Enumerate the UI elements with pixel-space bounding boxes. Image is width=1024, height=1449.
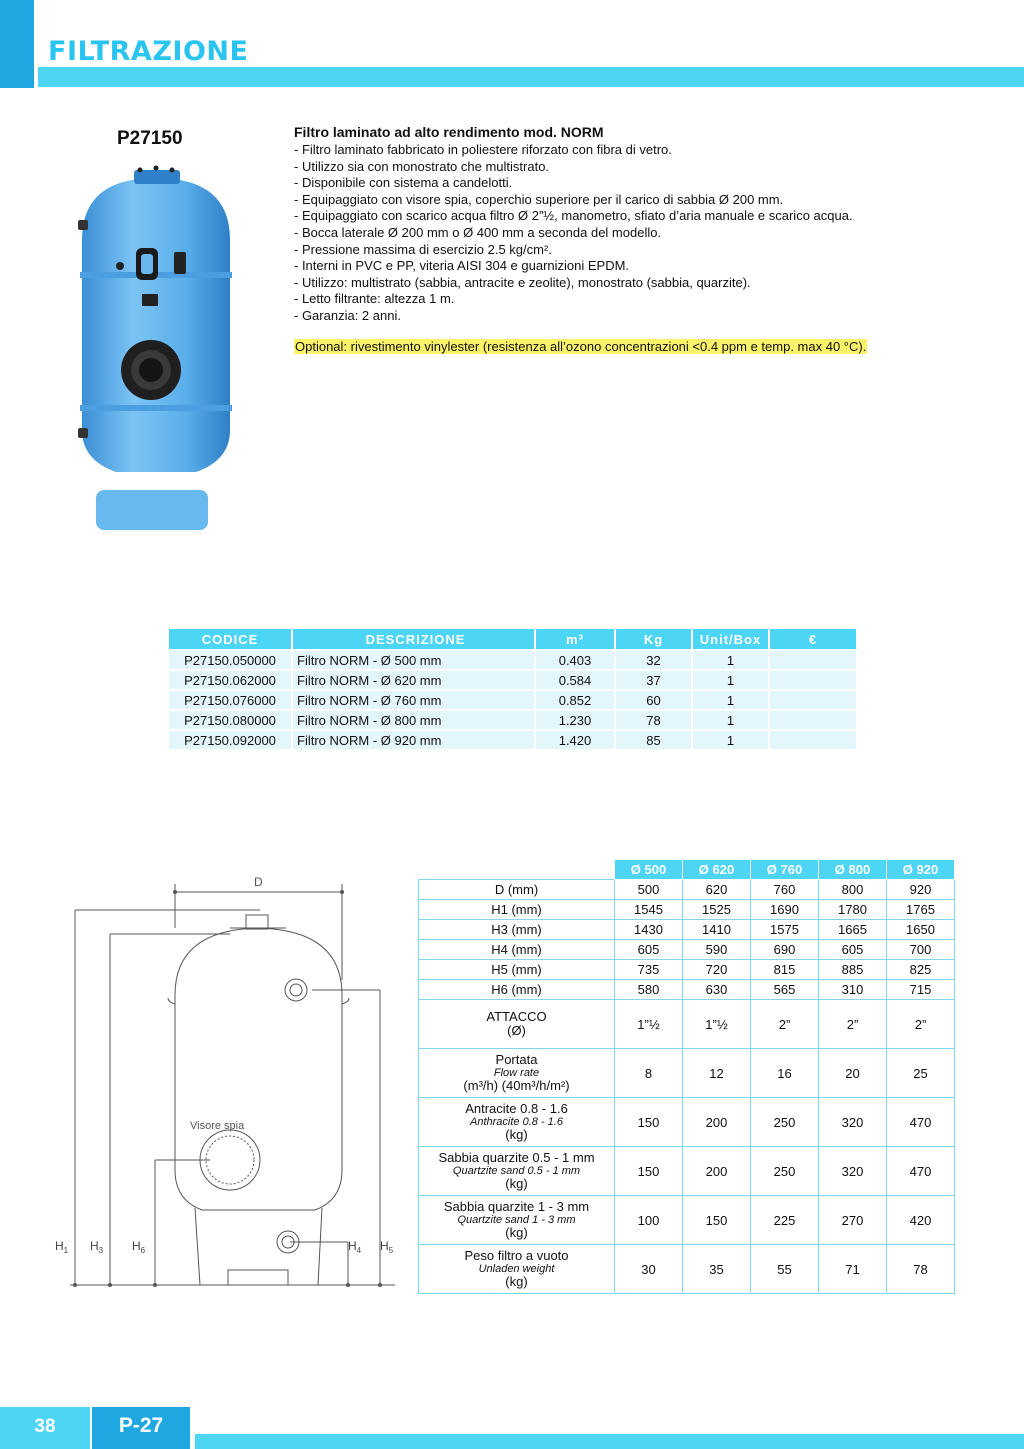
h3-label: H <box>90 1239 99 1253</box>
drawing-label-visore: Visore spia <box>190 1120 245 1132</box>
spec-table-header <box>419 860 955 880</box>
section-title: FILTRAZIONE <box>48 36 249 67</box>
price-table <box>167 629 858 749</box>
spec-value: 1525 <box>683 900 751 920</box>
spec-value: 500 <box>615 880 683 900</box>
spec-value: 320 <box>819 1147 887 1196</box>
table-row <box>169 669 856 689</box>
col-header-unit-box: Unit/Box <box>693 629 768 649</box>
cell-volume: 0.403 <box>536 649 614 669</box>
spec-label-unit: (kg) <box>505 1127 528 1142</box>
cell-unit-box: 1 <box>693 649 768 669</box>
cell-weight: 85 <box>616 729 691 749</box>
product-code: P27150 <box>117 128 183 149</box>
spec-label: H1 (mm) <box>419 900 615 920</box>
spec-label-sub: Quartzite sand 0.5 - 1 mm <box>452 1165 581 1177</box>
product-title: Filtro laminato ad alto rendimento mod. NORM <box>294 124 604 140</box>
spec-label-unit: (m³/h) (40m³/h/m²) <box>463 1078 570 1093</box>
spec-value: 35 <box>683 1245 751 1294</box>
cell-description: Filtro NORM - Ø 500 mm <box>293 649 534 669</box>
h1-label: H <box>55 1239 64 1253</box>
technical-drawing <box>50 870 410 1300</box>
cell-description: Filtro NORM - Ø 800 mm <box>293 709 534 729</box>
spec-row <box>419 940 955 960</box>
spec-value: 150 <box>683 1196 751 1245</box>
spec-value: 55 <box>751 1245 819 1294</box>
spec-row <box>419 1098 955 1147</box>
cell-unit-box: 1 <box>693 689 768 709</box>
svg-text:H3: $H_3$ <box>90 1239 104 1255</box>
spec-row <box>419 1147 955 1196</box>
spec-value: 565 <box>751 980 819 1000</box>
feature-item: - Garanzia: 2 anni. <box>294 307 401 323</box>
col-header-price: € <box>770 629 856 649</box>
filter-product-image <box>76 160 236 532</box>
cell-description: Filtro NORM - Ø 920 mm <box>293 729 534 749</box>
spec-label: H3 (mm) <box>419 920 615 940</box>
cell-code: P27150.080000 <box>169 709 291 729</box>
spec-value: 715 <box>887 980 955 1000</box>
feature-item: - Letto filtrante: altezza 1 m. <box>294 291 455 307</box>
spec-value: 150 <box>615 1147 683 1196</box>
spec-table <box>418 859 955 1294</box>
spec-row <box>419 1049 955 1098</box>
spec-value: 1690 <box>751 900 819 920</box>
spec-label-sub: Flow rate <box>493 1067 540 1079</box>
spec-row <box>419 880 955 900</box>
spec-col-header: Ø 620 <box>683 860 751 880</box>
footer-stripe <box>195 1434 1024 1449</box>
spec-value: 225 <box>751 1196 819 1245</box>
feature-item: - Filtro laminato fabbricato in poliestere riforzato con fibra di vetro. <box>294 142 672 157</box>
feature-item: - Bocca laterale Ø 200 mm o Ø 400 mm a seconda del modello. <box>294 224 662 240</box>
spec-col-header: Ø 760 <box>751 860 819 880</box>
spec-value: 800 <box>819 880 887 900</box>
svg-text:H4: $H_4$ <box>348 1239 362 1255</box>
spec-label-main: Sabbia quarzite 0.5 - 1 mm <box>438 1150 595 1165</box>
spec-value: 270 <box>819 1196 887 1245</box>
spec-value: 470 <box>887 1098 955 1147</box>
section-code: P-27 <box>92 1407 190 1449</box>
spec-label-main: Sabbia quarzite 1 - 3 mm <box>443 1199 590 1214</box>
spec-label-main: Antracite 0.8 - 1.6 <box>465 1101 568 1116</box>
spec-value: 320 <box>819 1098 887 1147</box>
cell-description: Filtro NORM - Ø 620 mm <box>293 669 534 689</box>
drawing-label-d: D <box>254 875 263 889</box>
spec-value: 815 <box>751 960 819 980</box>
cell-price <box>770 689 856 709</box>
cell-code: P27150.050000 <box>169 649 291 669</box>
spec-value: 1545 <box>615 900 683 920</box>
spec-value: 2” <box>887 1000 955 1049</box>
spec-label-sub: Quartzite sand 1 - 3 mm <box>457 1214 576 1226</box>
spec-label: H6 (mm) <box>419 980 615 1000</box>
feature-item: - Equipaggiato con visore spia, coperchio superiore per il carico di sabbia Ø 200 mm. <box>294 191 784 207</box>
spec-value: 12 <box>683 1049 751 1098</box>
spec-value: 630 <box>683 980 751 1000</box>
cell-price <box>770 649 856 669</box>
feature-list <box>294 142 994 325</box>
optional-note: Optional: rivestimento vinylester (resistenza all’ozono concentrazioni <0.4 ppm e temp. max 40 °C). <box>295 339 867 354</box>
page-number: 38 <box>0 1407 90 1449</box>
spec-value: 760 <box>751 880 819 900</box>
col-header-descrizione: DESCRIZIONE <box>293 629 534 649</box>
cell-price <box>770 669 856 689</box>
cell-price <box>770 729 856 749</box>
spec-value: 1650 <box>887 920 955 940</box>
spec-value: 200 <box>683 1147 751 1196</box>
spec-value: 690 <box>751 940 819 960</box>
spec-value: 1”½ <box>615 1000 683 1049</box>
cell-code: P27150.092000 <box>169 729 291 749</box>
spec-label: H5 (mm) <box>419 960 615 980</box>
col-header-volume: m³ <box>536 629 614 649</box>
spec-value: 590 <box>683 940 751 960</box>
cell-volume: 0.584 <box>536 669 614 689</box>
spec-row <box>419 1000 955 1049</box>
spec-label-sub: Anthracite 0.8 - 1.6 <box>470 1116 563 1128</box>
spec-label <box>419 1196 615 1245</box>
spec-value: 920 <box>887 880 955 900</box>
spec-header-blank <box>419 860 615 880</box>
cell-unit-box: 1 <box>693 709 768 729</box>
spec-label-unit: (kg) <box>505 1176 528 1191</box>
cell-unit-box: 1 <box>693 669 768 689</box>
cell-description: Filtro NORM - Ø 760 mm <box>293 689 534 709</box>
feature-item: - Utilizzo: multistrato (sabbia, antracite e zeolite), monostrato (sabbia, quarzite). <box>294 274 751 290</box>
spec-value: 885 <box>819 960 887 980</box>
spec-value: 78 <box>887 1245 955 1294</box>
spec-label <box>419 1000 615 1049</box>
spec-label-main: Portata <box>495 1052 538 1067</box>
spec-value: 1765 <box>887 900 955 920</box>
spec-value: 620 <box>683 880 751 900</box>
spec-value: 71 <box>819 1245 887 1294</box>
cell-code: P27150.062000 <box>169 669 291 689</box>
feature-item: - Pressione massima di esercizio 2.5 kg/cm². <box>294 241 552 257</box>
header-stripe <box>38 67 1024 87</box>
price-table-header <box>169 629 856 649</box>
spec-value: 250 <box>751 1147 819 1196</box>
table-row <box>169 649 856 669</box>
col-header-kg: Kg <box>616 629 691 649</box>
spec-value: 1575 <box>751 920 819 940</box>
header-left-bar <box>0 0 34 88</box>
cell-weight: 37 <box>616 669 691 689</box>
spec-col-header: Ø 500 <box>615 860 683 880</box>
spec-value: 150 <box>615 1098 683 1147</box>
spec-col-header: Ø 800 <box>819 860 887 880</box>
spec-value: 30 <box>615 1245 683 1294</box>
cell-volume: 0.852 <box>536 689 614 709</box>
cell-price <box>770 709 856 729</box>
spec-value: 2” <box>751 1000 819 1049</box>
spec-value: 16 <box>751 1049 819 1098</box>
spec-label-unit: (kg) <box>505 1225 528 1240</box>
svg-text:H6: $H_6$ <box>132 1239 146 1255</box>
col-header-codice: CODICE <box>169 629 291 649</box>
spec-value: 825 <box>887 960 955 980</box>
spec-row <box>419 1245 955 1294</box>
spec-label <box>419 1049 615 1098</box>
spec-value: 250 <box>751 1098 819 1147</box>
spec-value: 1780 <box>819 900 887 920</box>
cell-weight: 60 <box>616 689 691 709</box>
svg-text:H1: $H_1$ <box>55 1239 69 1255</box>
spec-label-sub: Unladen weight <box>478 1263 555 1275</box>
spec-value: 700 <box>887 940 955 960</box>
svg-text:H5: $H_5$ <box>380 1239 394 1255</box>
spec-value: 580 <box>615 980 683 1000</box>
cell-unit-box: 1 <box>693 729 768 749</box>
spec-label: D (mm) <box>419 880 615 900</box>
cell-code: P27150.076000 <box>169 689 291 709</box>
spec-value: 2” <box>819 1000 887 1049</box>
cell-volume: 1.230 <box>536 709 614 729</box>
spec-row <box>419 1196 955 1245</box>
feature-item: - Interni in PVC e PP, viteria AISI 304 e guarnizioni EPDM. <box>294 258 630 274</box>
spec-label: H4 (mm) <box>419 940 615 960</box>
table-row <box>169 689 856 709</box>
spec-row <box>419 920 955 940</box>
cell-weight: 32 <box>616 649 691 669</box>
spec-value: 8 <box>615 1049 683 1098</box>
spec-row <box>419 980 955 1000</box>
spec-col-header: Ø 920 <box>887 860 955 880</box>
spec-value: 200 <box>683 1098 751 1147</box>
spec-value: 25 <box>887 1049 955 1098</box>
spec-value: 605 <box>819 940 887 960</box>
spec-label <box>419 1147 615 1196</box>
spec-value: 605 <box>615 940 683 960</box>
spec-row <box>419 900 955 920</box>
spec-value: 1”½ <box>683 1000 751 1049</box>
spec-label-unit: (Ø) <box>507 1023 526 1038</box>
feature-item: - Disponibile con sistema a candelotti. <box>294 175 513 191</box>
cell-volume: 1.420 <box>536 729 614 749</box>
spec-value: 470 <box>887 1147 955 1196</box>
h4-label: H <box>348 1239 357 1253</box>
spec-value: 1410 <box>683 920 751 940</box>
spec-value: 735 <box>615 960 683 980</box>
table-row <box>169 709 856 729</box>
feature-item: - Utilizzo sia con monostrato che multistrato. <box>294 158 550 174</box>
spec-label <box>419 1245 615 1294</box>
h6-label: H <box>132 1239 141 1253</box>
spec-value: 720 <box>683 960 751 980</box>
product-description <box>294 124 994 325</box>
spec-value: 20 <box>819 1049 887 1098</box>
h5-label: H <box>380 1239 389 1253</box>
spec-label-main: Peso filtro a vuoto <box>464 1248 569 1263</box>
feature-item: - Equipaggiato con scarico acqua filtro Ø 2”½, manometro, sfiato d’aria manuale e scarico acqua. <box>294 208 853 224</box>
spec-row <box>419 960 955 980</box>
cell-weight: 78 <box>616 709 691 729</box>
spec-label <box>419 1098 615 1147</box>
spec-value: 1665 <box>819 920 887 940</box>
spec-label-main: ATTACCO <box>486 1009 547 1024</box>
spec-value: 420 <box>887 1196 955 1245</box>
spec-value: 100 <box>615 1196 683 1245</box>
spec-value: 310 <box>819 980 887 1000</box>
table-row <box>169 729 856 749</box>
spec-value: 1430 <box>615 920 683 940</box>
spec-label-unit: (kg) <box>505 1274 528 1289</box>
